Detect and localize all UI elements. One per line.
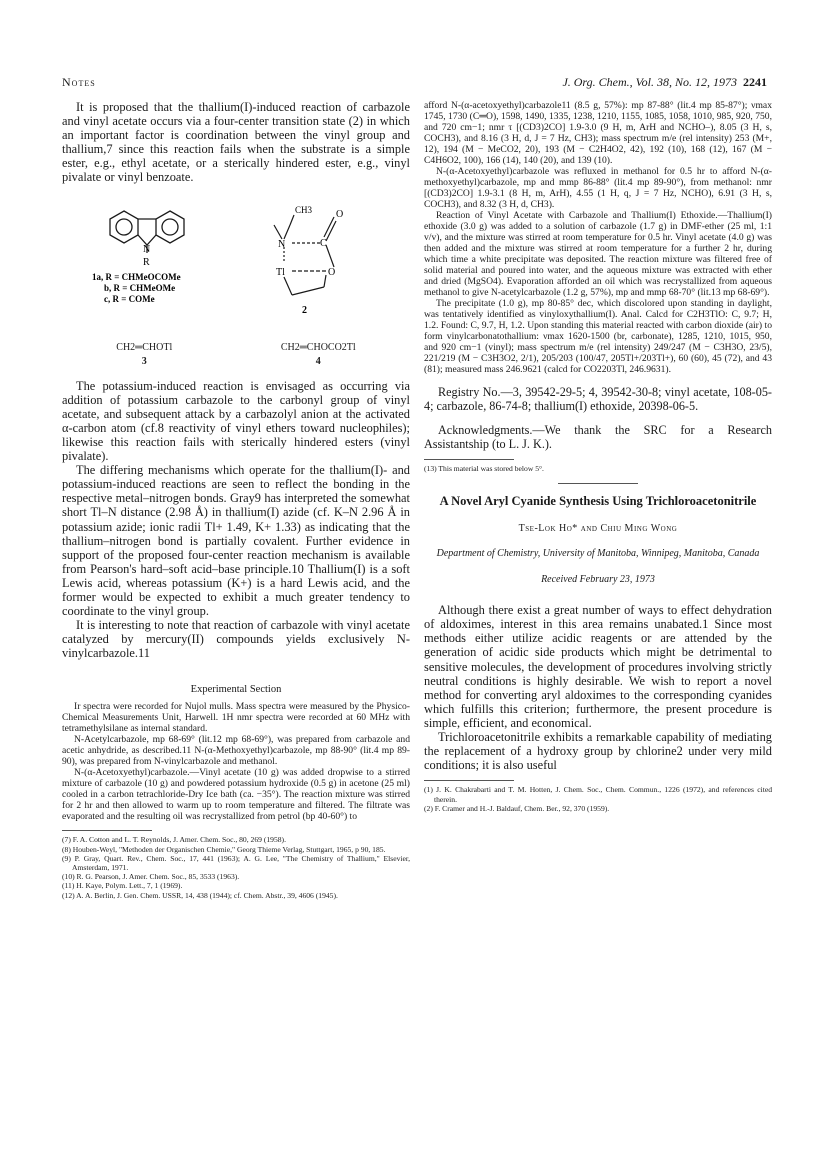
footnote-rule <box>424 459 514 460</box>
compound-4 <box>281 341 356 369</box>
paragraph: The differing mechanisms which operate for the thallium(I)- and potassium-induced reactions are seen to reflect the bonding in the respective metal–nitrogen bonds. Gray9 has interpreted the somewhat short Tl–N distance (2.98 Å) in thallium(I) azide (cf. K–N 2.96 Å in potassium azide; ionic radii Tl+ 1.49, K+ 1.33) as indicating that the thallium–nitrogen bond is partially covalent. Further evidence in support of the proposed four-center reaction mechanism is available from Pearson's hard–soft acid–base principle.10 Thallium(I) is a soft Lewis acid, whereas potassium (K+) is a hard Lewis acid, and the former would be expected to exhibit a much greater tendency to coordinate to the vinyl group. <box>62 463 410 619</box>
right-column <box>424 100 772 813</box>
paragraph: N-Acetylcarbazole, mp 68-69° (lit.12 mp 68-69°), was prepared from carbazole and acetic anhydride, as described.11 N-(α-Methoxyethyl)carbazole, mp 88-90° (lit.4 mp 89-90), was prepared from N-vinylcarbazole and methanol. <box>62 734 410 768</box>
running-head-section: Notes <box>62 75 96 89</box>
footnote: (12) A. A. Berlin, J. Gen. Chem. USSR, 14, 438 (1944); cf. Chem. Abstr., 39, 4606 (1945). <box>62 890 338 900</box>
label-tl: Tl <box>276 266 285 278</box>
compound-3 <box>116 341 172 369</box>
formula-4: CH2═CHOCO2Tl <box>280 341 356 353</box>
article-title: A Novel Aryl Cyanide Synthesis Using Trichloroacetonitrile <box>439 494 757 509</box>
registry-numbers: Registry No.—3, 39542-29-5; 4, 39542-30-8; vinyl acetate, 108-05-4; carbazole, 86-74-8; thallium(I) ethoxide, 20398-06-5. <box>424 385 772 413</box>
label-o2: O <box>328 266 336 278</box>
paragraph: Ir spectra were recorded for Nujol mulls. Mass spectra were measured by the Physico-Chemical Measurements Unit, Harwell. 1H nmr spectra were recorded at 60 MHz with tetramethylsilane as internal standard. <box>62 701 410 735</box>
label-n2: N <box>278 238 286 250</box>
paragraph: Reaction of Vinyl Acetate with Carbazole and Thallium(I) Ethoxide.—Thallium(I) ethoxide (3.0 g) was added to a solution of carbazole (1.7 g) in DMF-ether (25 ml, 1:1 v/v), and the mixture was stirred at room temperature for 0.5 hr. Vinyl acetate (4.0 g) was then added and the mixture was stirred at room temperature for a further 2 hr, during which time a white precipitate was deposited. The reaction mixture was filtered free of solid material and poured into water, and the aqueous mixture was extracted with ether and dried (MgSO4). Evaporation afforded an oil which was recrystallized from aqueous methanol to give N-acetylcarbazole (1.2 g, 57%), mp and mmp 68-70° (lit.13 mp 68-69°). <box>424 210 772 298</box>
paragraph: N-(α-Acetoxyethyl)carbazole.—Vinyl acetate (10 g) was added dropwise to a stirred mixture of carbazole (10 g) and powdered potassium hydroxide (0.5 g) in acetone (25 ml) cooled in a carbon tetrachloride-Dry Ice bath (ca. −35°). The reaction mixture was stirred for 2 hr and then allowed to warm up to room temperature and filtered. The filtrate was evaporated and the resulting oil was recrystallized from petrol (bp 40-60°) to <box>62 767 410 823</box>
footnote: (9) P. Gray, Quart. Rev., Chem. Soc., 17, 441 (1963); A. G. Lee, "The Chemistry of Thallium," Elsevier, Amsterdam, 1971. <box>62 853 410 873</box>
chemical-structures <box>62 195 410 335</box>
footnote: (13) This material was stored below 5°. <box>424 464 544 473</box>
paragraph: It is interesting to note that reaction of carbazole with vinyl acetate catalyzed by mercury(II) compounds yields exclusively N-vinylcarbazole.11 <box>62 618 410 661</box>
label-ch3: CH3 <box>295 204 313 215</box>
page-number: 2241 <box>743 75 767 89</box>
footnote: (1) J. K. Chakrabarti and T. M. Hotten, J. Chem. Soc., Chem. Commun., 1226 (1972), and references cited therein. <box>424 785 772 804</box>
paragraph: The potassium-induced reaction is envisaged as occurring via addition of potassium carbazole to the carbonyl group of vinyl acetate, and subsequent attack by a carbazolyl anion at the activated α-carbon atom (cf.8 reactivity of vinyl ethers toward nucleophiles); likewise this reaction fails with sterically hindered esters (vinyl pivalate). <box>62 378 410 464</box>
paragraph: It is proposed that the thallium(I)-induced reaction of carbazole and vinyl acetate occurs via a four-center transition state (2) in which an important factor is coordination between the vinyl group and thallium,7 since this reaction fails when the substrate is a simple ester, e.g., ethyl acetate, or a sterically hindered ester, e.g., vinyl pivalate or vinyl benzoate. <box>62 100 410 185</box>
author-affiliation: Department of Chemistry, University of Manitoba, Winnipeg, Manitoba, Canada <box>436 548 760 560</box>
formula-row <box>62 341 410 369</box>
label-r: R <box>143 256 150 268</box>
article-authors: Tse-Lok Ho* and Chiu Ming Wong <box>518 523 678 535</box>
paragraph: afford N-(α-acetoxyethyl)carbazole11 (8.5 g, 57%): mp 87-88° (lit.4 mp 85-87°); νmax 1745, 1730 (C═O), 1598, 1490, 1335, 1238, 1210, 1155, 1085, 1058, 1010, 985, 920, 750, and 720 cm−1; nmr τ [(CD3)2CO] 1.9-3.0 (9 H, m, ArH and NCHO–), 8.05 (3 H, s, COCH3), and 8.16 (3 H, d, J = 7 Hz, CH3); mass spectrum m/e (rel intensity) 253 (M+, 12), 194 (M − MeCO2, 20), 193 (M − C2H4O2, 42), 192 (10), 168 (12), 167 (M − C4H6O2, 100), 166 (14), 140 (20), and 139 (10). <box>424 100 772 166</box>
label-o1: O <box>336 208 344 220</box>
acknowledgments: Acknowledgments.—We thank the SRC for a Research Assistantship (to L. J. K.). <box>424 423 772 451</box>
running-head-journal <box>562 75 767 90</box>
footnote: (10) R. G. Pearson, J. Amer. Chem. Soc., 85, 3533 (1963). <box>62 872 240 882</box>
label-1b: b, R = CHMeOMe <box>104 282 176 293</box>
label-n1: N <box>143 243 151 255</box>
footnote: (7) F. A. Cotton and L. T. Reynolds, J. Amer. Chem. Soc., 80, 269 (1958). <box>62 835 286 845</box>
paragraph: Although there exist a great number of ways to effect dehydration of aldoximes, interest in this area remains unabated.1 Since most methods either utilize acidic reagents or are attended by the generation of acidic side products which might be detrimental to sensitive molecules, the development of procedures involving strictly neutral conditions is highly desirable. We wish to report a novel method for converting aryl aldoximes to the corresponding cyanides which fulfills this criterion; furthermore, the present procedure is simple, efficient, and economical. <box>424 603 772 730</box>
footnote-rule <box>62 830 152 831</box>
label-1a: 1a, R = CHMeOCOMe <box>92 271 181 282</box>
footnote: (11) H. Kaye, Polym. Lett., 7, 1 (1969). <box>62 881 183 891</box>
footnote: (8) Houben-Weyl, "Methoden der Organischen Chemie," Georg Thieme Verlag, Stuttgart, 1965, p 90, 185. <box>62 844 386 854</box>
label-c: C <box>320 237 327 249</box>
paragraph: Trichloroacetonitrile exhibits a remarkable capability of mediating the replacement of a hydroxy group by chlorine2 under very mild conditions; it is also useful <box>424 730 772 773</box>
structure-figure <box>62 195 410 335</box>
received-date: Received February 23, 1973 <box>541 574 655 586</box>
article-separator <box>558 483 638 484</box>
footnote-rule <box>424 780 514 781</box>
label-2: 2 <box>302 304 307 316</box>
left-column <box>62 100 410 900</box>
footnote: (2) F. Cramer and H.-J. Baldauf, Chem. Ber., 92, 370 (1959). <box>424 803 610 813</box>
section-heading: Experimental Section <box>190 684 282 696</box>
paragraph: N-(α-Acetoxyethyl)carbazole was refluxed in methanol for 0.5 hr to afford N-(α-methoxyethyl)carbazole, mp and mmp 86-88° (lit.4 mp 89-90°), from methanol: nmr [(CD3)2CO] 1.9-3.1 (8 H, m, ArH), 4.55 (1 H, q, J = 7 Hz, NCHO), 6.91 (3 H, s, COCH3), and 8.32 (3 H, d, CH3). <box>424 166 772 210</box>
journal-citation: J. Org. Chem., Vol. 38, No. 12, 1973 <box>562 75 737 89</box>
label-1c: c, R = COMe <box>104 293 155 304</box>
paragraph: The precipitate (1.0 g), mp 80-85° dec, which discolored upon standing in daylight, was tentatively identified as vinyloxythallium(I). Anal. Calcd for C2H3TlO: C, 9.7; H, 1.2. Found: C, 9.7, H, 1.2. Upon standing this material reacted with carbon dioxide (air) to form vinylcarbonatothallium: νmax 1620-1500 (br, carbonate), 1285, 1210, 1015, 950, and 920 cm−1 (vinyl); mass spectrum m/e (rel intensity) 249/247 (M − C3H3O, 23/5), 221/219 (M − C3H3O2, 2/1), 205/203 (100/47, 205Tl+/203Tl+), 60 (60), 45 (72), and 43 (81); measured mass 246.9621 (calcd for CO2203Tl, 246.9631). <box>424 298 772 375</box>
number-4: 4 <box>315 355 321 367</box>
number-3: 3 <box>141 355 147 367</box>
formula-3: CH2═CHOTl <box>116 341 173 353</box>
transition-state-drawing <box>274 215 336 295</box>
